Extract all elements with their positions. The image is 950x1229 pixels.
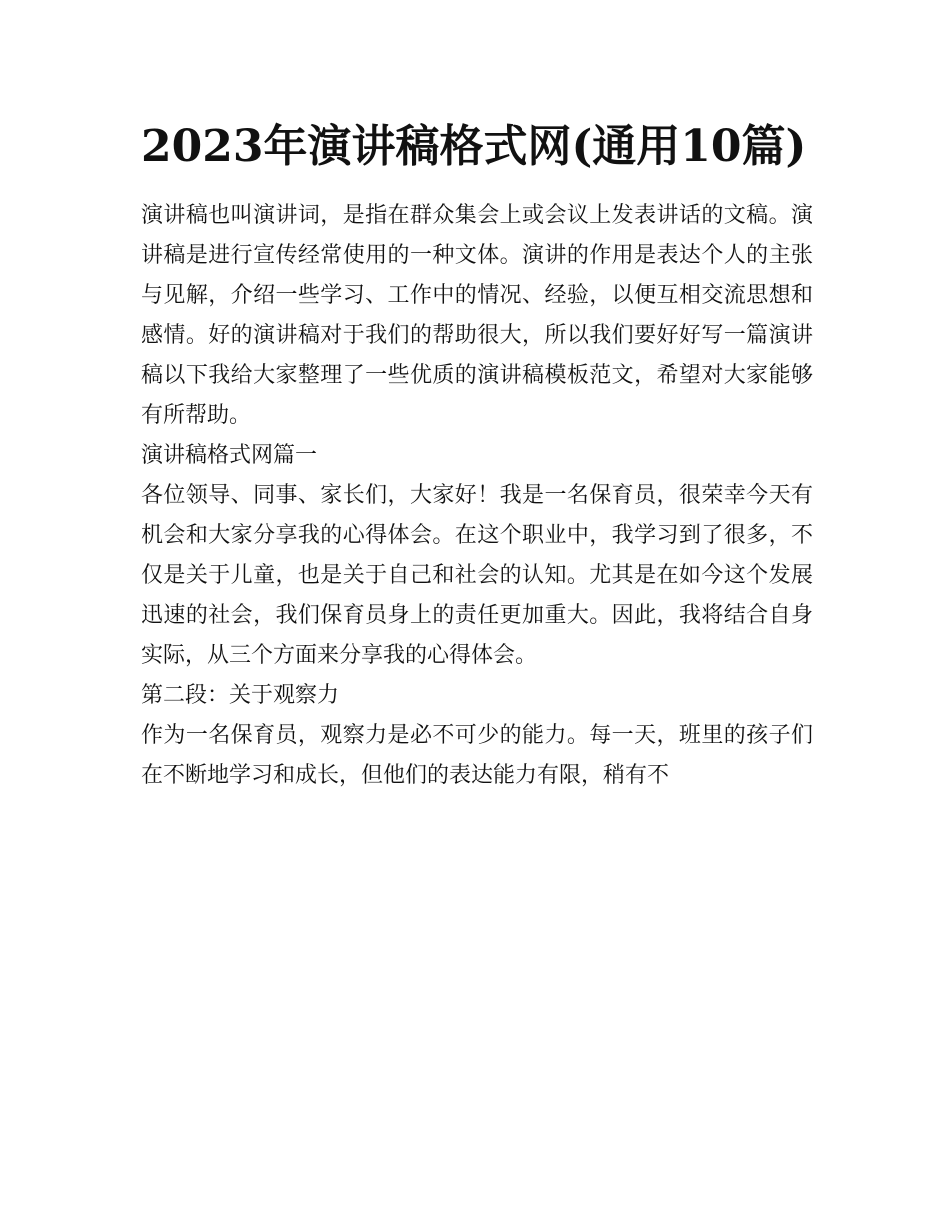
section-paragraph-1: 各位领导、同事、家长们，大家好！我是一名保育员，很荣幸今天有机会和大家分享我的心得体会。在这个职业中，我学习到了很多，不仅是关于儿童，也是关于自己和社会的认知。尤其是在如今这个发展迅速的社会，我们保育员身上的责任更加重大。因此，我将结合自身实际，从三个方面来分享我的心得体会。 [141,483,813,668]
section-heading-2: 第二段：关于观察力 [141,683,340,708]
document-body [141,196,813,796]
section-paragraph-2: 作为一名保育员，观察力是必不可少的能力。每一天，班里的孩子们在不断地学习和成长，但他们的表达能力有限，稍有不 [141,723,813,788]
document-page [141,118,813,796]
intro-paragraph: 演讲稿也叫演讲词，是指在群众集会上或会议上发表讲话的文稿。演讲稿是进行宣传经常使用的一种文体。演讲的作用是表达个人的主张与见解，介绍一些学习、工作中的情况、经验，以便互相交流思想和感情。好的演讲稿对于我们的帮助很大，所以我们要好好写一篇演讲稿以下我给大家整理了一些优质的演讲稿模板范文，希望对大家能够有所帮助。 [141,203,813,428]
section-heading-1: 演讲稿格式网篇一 [141,443,318,468]
document-title: 2023年演讲稿格式网(通用10篇) [141,121,807,172]
